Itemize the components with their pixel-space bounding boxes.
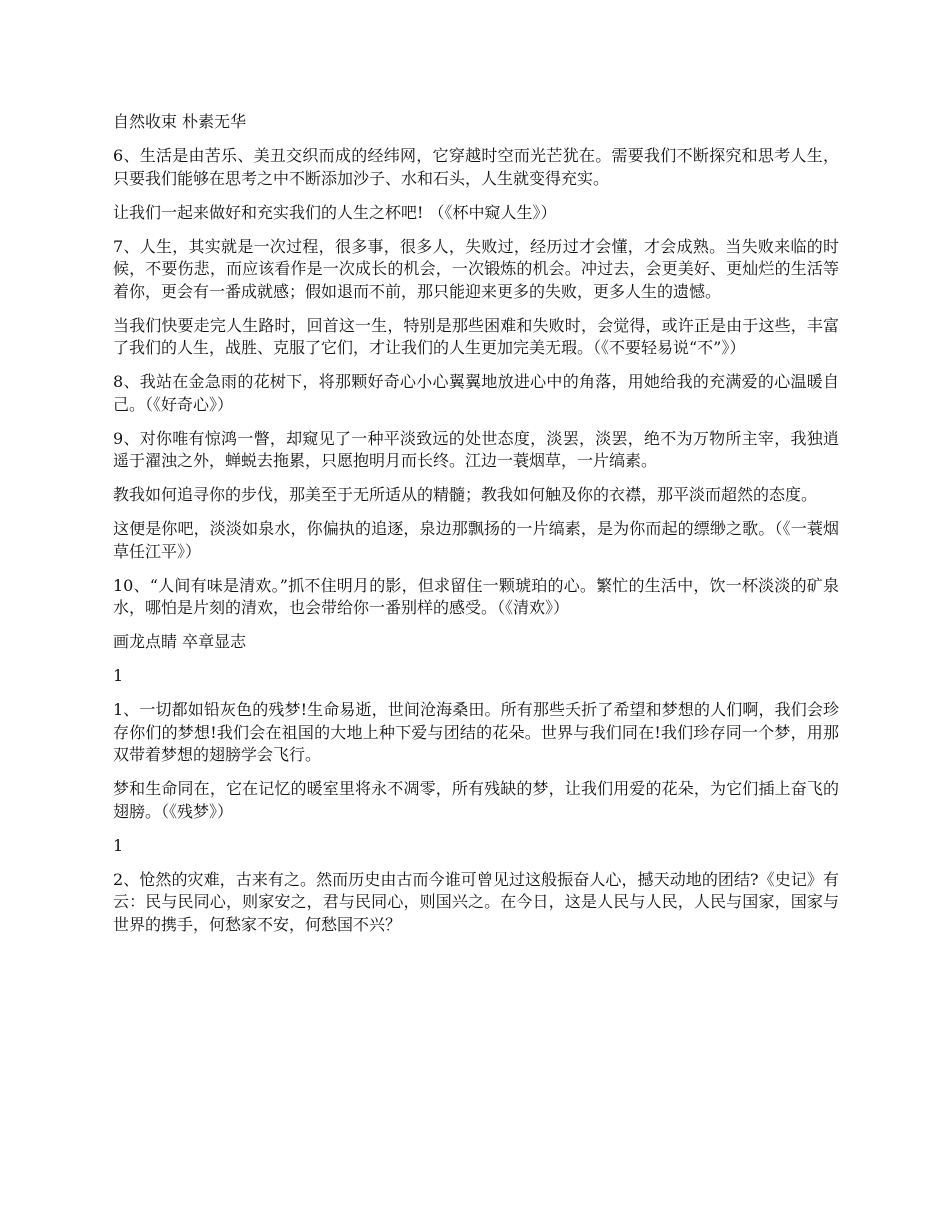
paragraph: 1、一切都如铅灰色的残梦!生命易逝，世间沧海桑田。所有那些夭折了希望和梦想的人们啊，我们会珍存你们的梦想!我们会在祖国的大地上种下爱与团结的花朵。世界与我们同在!我们珍存同一个梦，用那双带着梦想的翅膀学会飞行。 — [113, 700, 839, 764]
section-heading: 自然收束 朴素无华 — [113, 112, 247, 131]
document-body — [113, 111, 839, 948]
paragraph-number: 1 — [113, 835, 124, 855]
paragraph: 2、怆然的灾难，古来有之。然而历史由古而今谁可曾见过这般振奋人心，撼天动地的团结?《史记》有云：民与民同心，则家安之，君与民同心，则国兴之。在今日，这是人民与人民，人民与国家，国家与世界的携手，何愁家不安，何愁国不兴？ — [113, 869, 839, 934]
paragraph: 梦和生命同在，它在记忆的暖室里将永不凋零，所有残缺的梦，让我们用爱的花朵，为它们插上奋飞的翅膀。（《残梦》） — [113, 779, 839, 821]
section-heading: 画龙点睛 卒章显志 — [113, 632, 247, 651]
paragraph: 7、人生，其实就是一次过程，很多事，很多人，失败过，经历过才会懂，才会成熟。当失败来临的时候，不要伤悲，而应该看作是一次成长的机会，一次锻炼的机会。冲过去，会更美好、更灿烂的生活等着你，更会有一番成就感；假如退而不前，那只能迎来更多的失败，更多人生的遗憾。 — [113, 236, 839, 301]
paragraph: 这便是你吧，淡淡如泉水，你偏执的追逐，泉边那飘扬的一片缟素，是为你而起的缥缈之歌。（《一蓑烟草任江平》） — [113, 519, 839, 561]
paragraph: 教我如何追寻你的步伐，那美至于无所适从的精髓；教我如何触及你的衣襟，那平淡而超然的态度。 — [113, 485, 818, 504]
paragraph: 6、生活是由苦乐、美丑交织而成的经纬网，它穿越时空而光芒犹在。需要我们不断探究和思考人生，只要我们能够在思考之中不断添加沙子、水和石头，人生就变得充实。 — [113, 146, 839, 188]
paragraph: 10、“人间有味是清欢。”抓不住明月的影，但求留住一颗琥珀的心。繁忙的生活中，饮一杯淡淡的矿泉水，哪怕是片刻的清欢，也会带给你一番别样的感受。（《清欢》） — [113, 575, 839, 617]
paragraph: 9、对你唯有惊鸿一瞥，却窥见了一种平淡致远的处世态度，淡罢，淡罢，绝不为万物所主宰，我独逍遥于濯浊之外，蝉蜕去拖累，只愿抱明月而长终。江边一蓑烟草，一片缟素。 — [113, 428, 839, 470]
paragraph: 当我们快要走完人生路时，回首这一生，特别是那些困难和失败时，会觉得，或许正是由于这些，丰富了我们的人生，战胜、克服了它们，才让我们的人生更加完美无瑕。（《不要轻易说“不”》） — [113, 315, 839, 357]
paragraph: 让我们一起来做好和充实我们的人生之杯吧! （《杯中窥人生》） — [113, 202, 557, 222]
paragraph: 8、我站在金急雨的花树下，将那颗好奇心小心翼翼地放进心中的角落，用她给我的充满爱的心温暖自己。（《好奇心》） — [113, 372, 839, 414]
paragraph-number: 1 — [113, 666, 124, 685]
